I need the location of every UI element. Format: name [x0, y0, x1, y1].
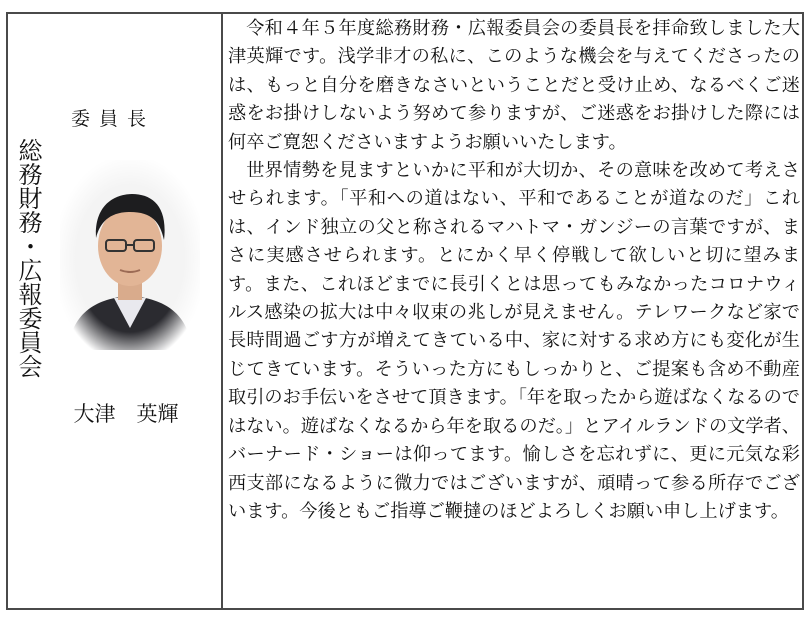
member-name: 大津 英輝	[73, 402, 179, 426]
message-paragraph: 世界情勢を見ますといかに平和が大切か、その意味を改めて考えさせられます。「平和への道はない、平和であることが道なのだ」これは、インド独立の父と称されるマハトマ・ガンジーの言葉ですが、まさに実感させられます。とにかく早く停戦して欲しいと切に望みます。また、これほどまでに長引くとは思ってもみなかったコロナウィルス感染の拡大は中々収束の兆しが見えません。テレワークなど家で長時間過ごす方が増えてきている中、家に対する求め方にも変化が生じてきています。そういった方にもしっかりと、ご提案も含め不動産取引のお手伝いをさせて頂きます。「年を取ったから遊ばなくなるのではない。遊ばなくなるから年を取るのだ。」とアイルランドの文学者、バーナード・ショーは仰ってます。愉しさを忘れずに、更に元気な彩西支部になるように微力ではございますが、頑晴って参る所存でございます。今後ともご指導ご鞭撻のほどよろしくお願い申し上げます。	[228, 160, 800, 522]
portrait-photo	[60, 160, 200, 350]
column-divider	[221, 14, 223, 608]
message-paragraph: 令和４年５年度総務財務・広報委員会の委員長を拝命致しました大津英輝です。浅学非才の私に、このような機会を与えてくださったのは、もっと自分を磨きなさいということだと受け止め、なるべくご迷惑をお掛けしないよう努めて参りますが、ご迷惑をお掛けした際には何卒ご寛恕くださいますようお願いいたします。	[228, 18, 800, 153]
committee-title: 総務財務・広報委員会	[14, 138, 42, 378]
message-body	[228, 15, 800, 526]
role-label: 委員長	[70, 108, 155, 130]
